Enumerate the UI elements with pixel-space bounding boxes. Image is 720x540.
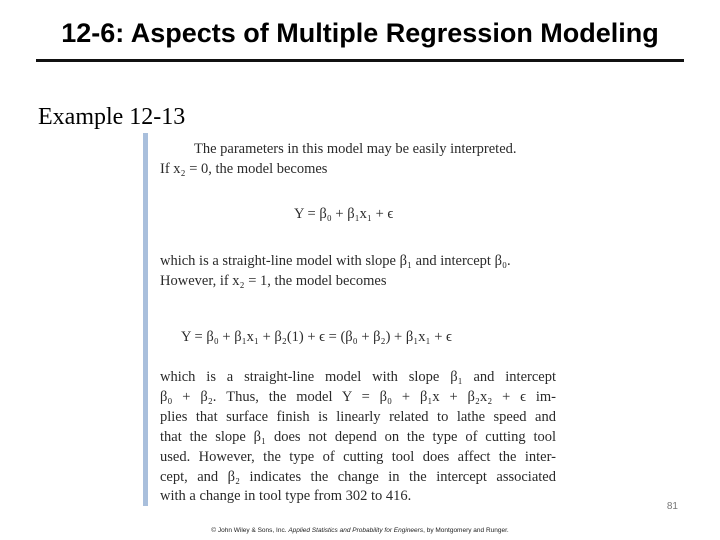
- excerpt-line: However, if x₂ = 1, the model becomes: [160, 273, 387, 289]
- copyright-prefix: © John Wiley & Sons, Inc.: [211, 527, 289, 534]
- excerpt-line: which is a straight-line model with slope β₁ and intercept: [160, 369, 556, 385]
- page-number: 81: [666, 501, 678, 512]
- excerpt-line: which is a straight-line model with slope β₁ and intercept β₀.: [160, 253, 511, 269]
- excerpt-line: cept, and β₂ indicates the change in the intercept associated: [160, 469, 556, 485]
- excerpt-line: The parameters in this model may be easily interpreted.: [194, 141, 517, 157]
- excerpt-line: used. However, the type of cutting tool does affect the inter-: [160, 449, 556, 465]
- excerpt-line: with a change in tool type from 302 to 416.: [160, 488, 412, 504]
- textbook-excerpt: [143, 133, 563, 506]
- title-underline: [36, 59, 684, 62]
- example-label: Example 12-13: [38, 104, 186, 130]
- excerpt-margin-bar: [143, 133, 148, 506]
- book-title: Applied Statistics and Probability for Engineers: [288, 527, 424, 534]
- excerpt-line: If x₂ = 0, the model becomes: [160, 161, 328, 177]
- excerpt-line: β₀ + β₂. Thus, the model Y = β₀ + β₁x + β₂x₂ + ϵ im-: [160, 389, 556, 405]
- copyright-suffix: , by Montgomery and Runger.: [423, 527, 509, 534]
- excerpt-line: plies that surface finish is linearly related to lathe speed and: [160, 409, 556, 425]
- equation-model-x2-zero: Y = β₀ + β₁x₁ + ϵ: [294, 206, 394, 222]
- copyright-notice: [0, 527, 720, 534]
- excerpt-line: that the slope β₁ does not depend on the type of cutting tool: [160, 429, 556, 445]
- equation-model-x2-one: Y = β₀ + β₁x₁ + β₂(1) + ϵ = (β₀ + β₂) + β₁x₁ + ϵ: [181, 329, 452, 345]
- slide-title: 12-6: Aspects of Multiple Regression Modeling: [61, 18, 659, 48]
